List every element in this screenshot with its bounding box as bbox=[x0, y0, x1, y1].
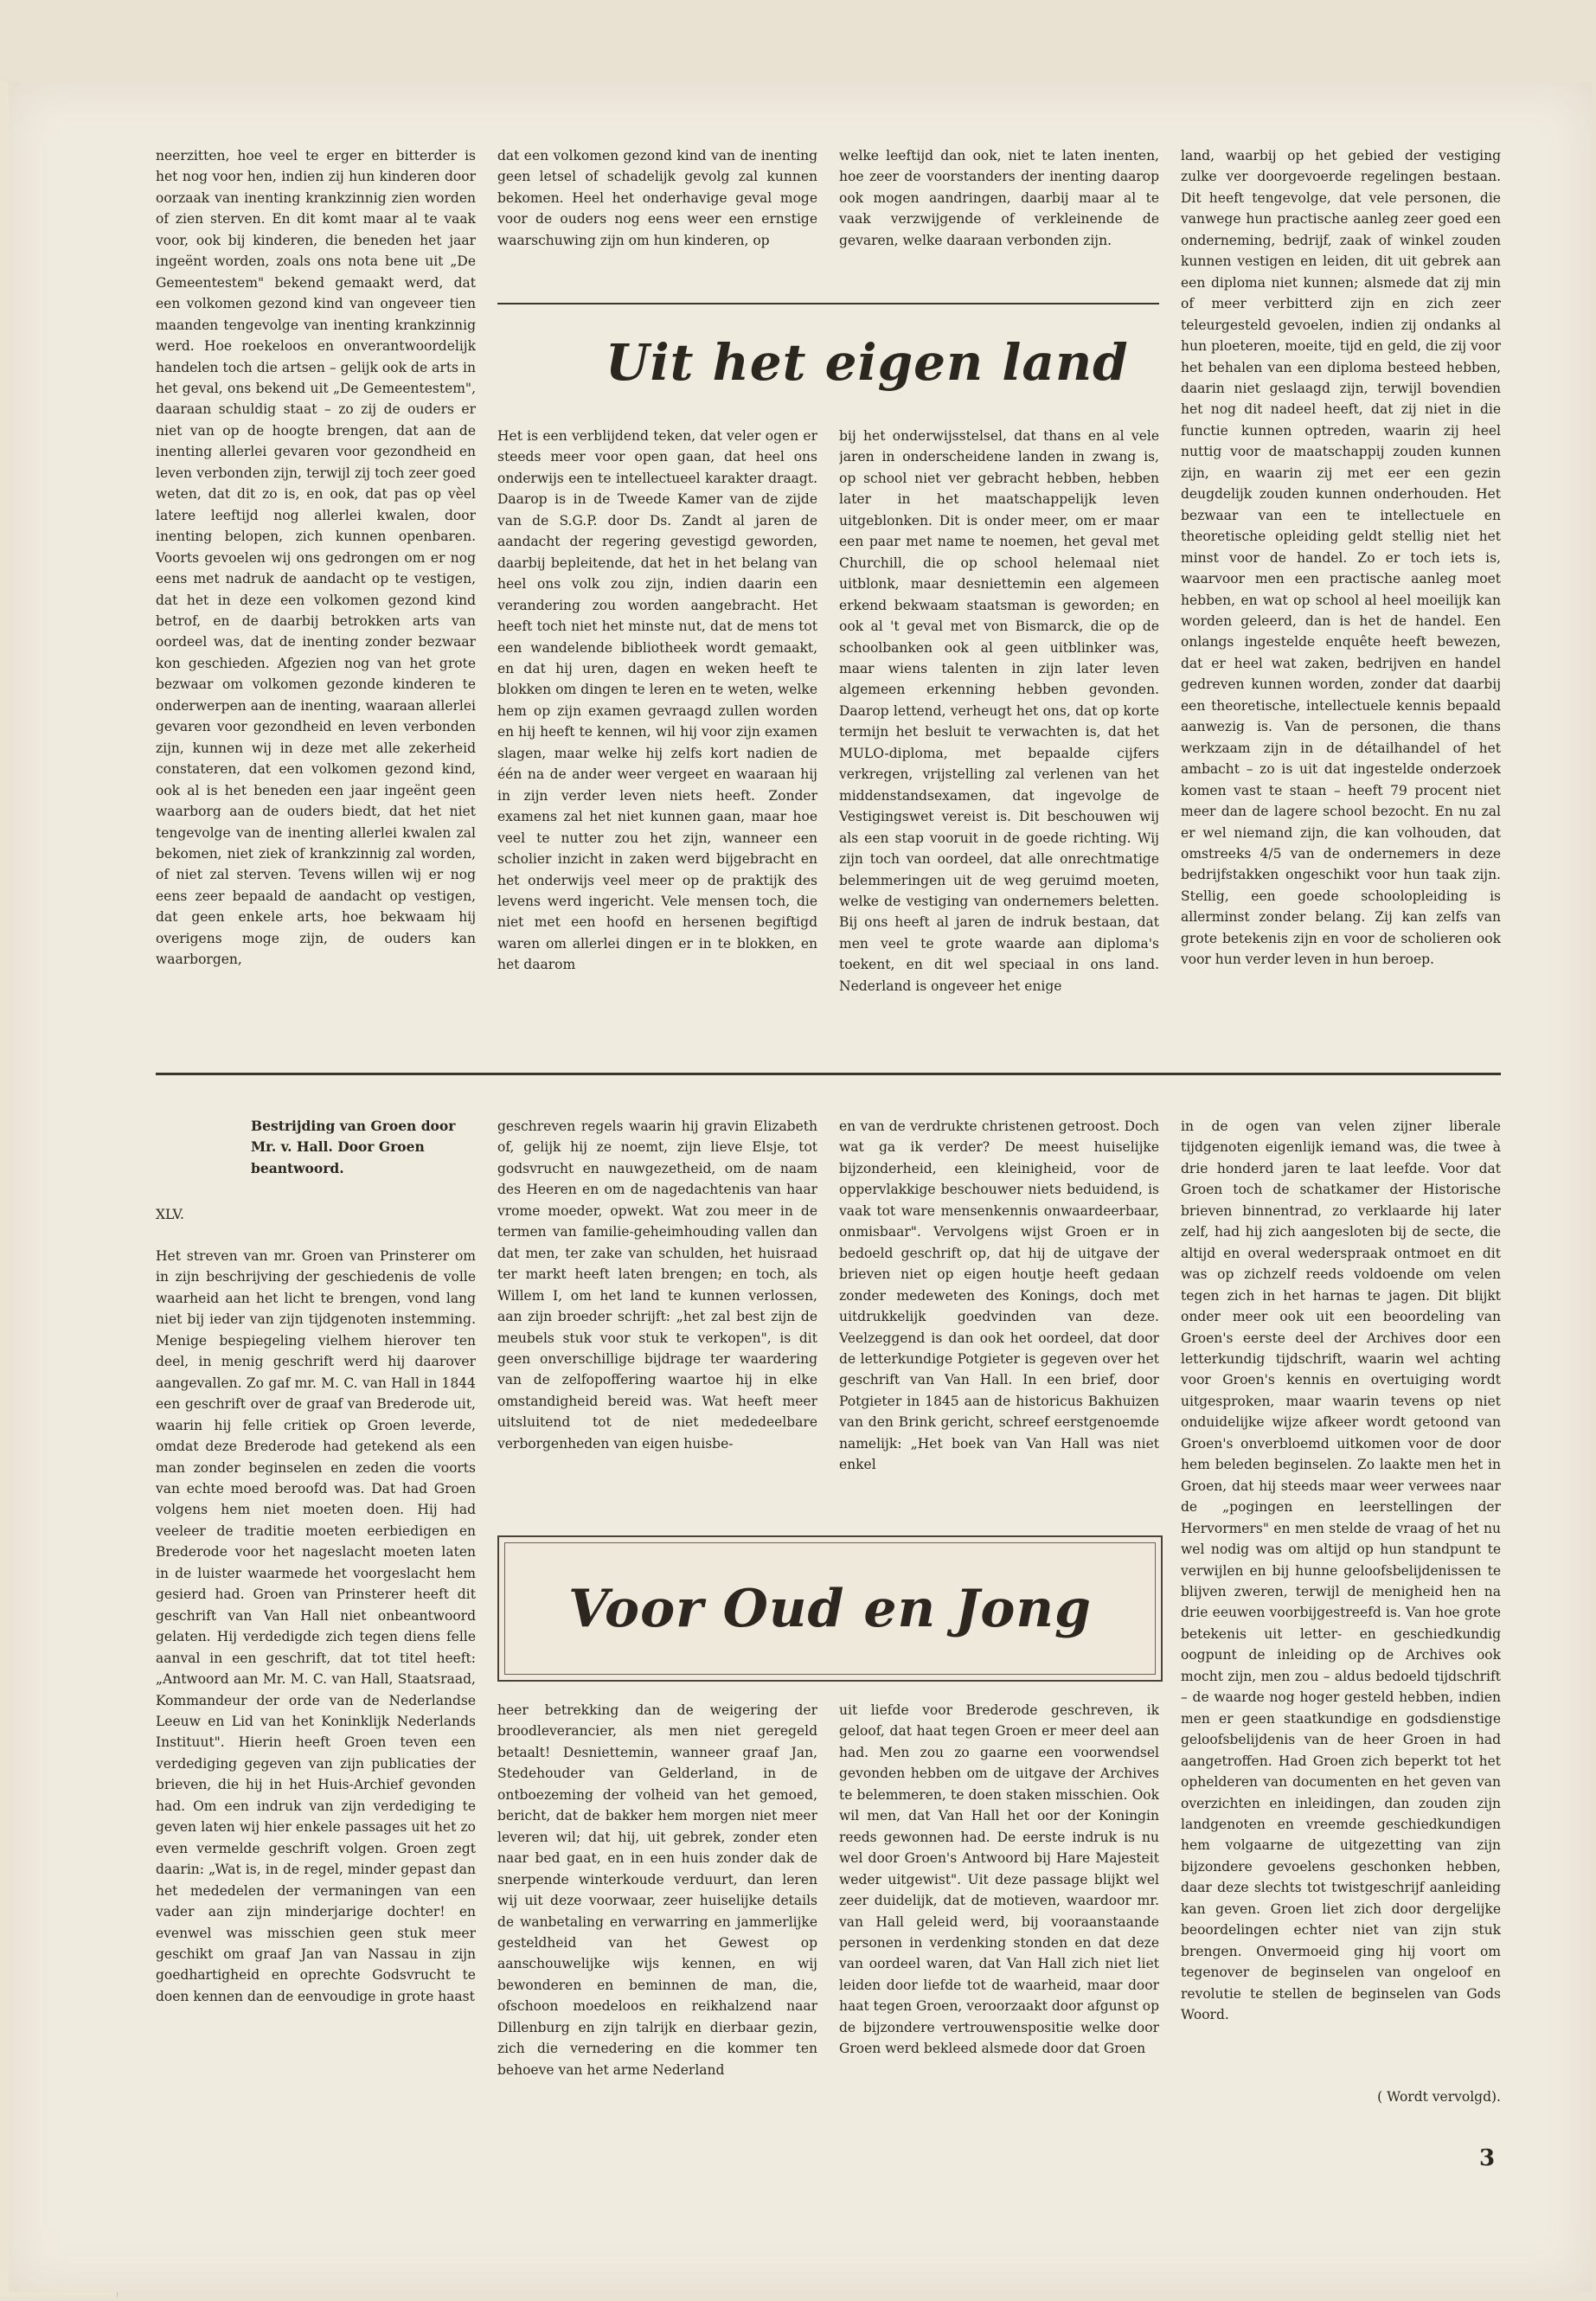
section-heading-voor-oud-en-jong: Voor Oud en Jong bbox=[568, 1578, 1092, 1639]
page-number: 3 bbox=[1479, 2145, 1496, 2171]
article-groen-col2-continued: heer betrekking dan de weigering der broodleverancier, als men niet geregeld betaalt! Desniettemin, wanneer graaf Jan, Stedehouder van Gelderland, in de ontboezeming der volheid van het gemoed, bericht, dat de bakker hem morgen niet meer leveren wil; dat hij, uit gebrek, zonder eten naar bed gaat, en in een huis zonder dak de snerpende winterkoude verduurt, dan leren wij uit deze voorwaar, zeer huiselijke details de wanbetaling en verwarring en jammerlijke gesteldheid van het Gewest op aanschouwelijke wijs kennen, en wij bewonderen en beminnen de man, die, ofschoon moedeloos en reikhalzend naar Dillenburg en zijn talrijk en dierbaar gezin, zich die vernedering en die kommer ten behoeve van het arme Nederland bbox=[497, 1702, 817, 2078]
article-inenting-col3: welke leeftijd dan ook, niet te laten inenten, hoe zeer de voorstanders der inenting daarop ook mogen aandringen, daarbij maar al te vaak verzwijgende of verkleinende de gevaren, welke daaraan verbonden zijn. bbox=[839, 148, 1159, 248]
article-groen-col3: en van de verdrukte christenen getroost. Doch wat ga ik verder? De meest huiselijke bijzonderheid, een kleinigheid, voor de oppervlakkige beschouwer niets beduidend, is vaak tot ware mensenkennis onwaardeerbaar, onmisbaar". Vervolgens wijst Groen er in bedoeld geschrift op, dat hij de uitgave der brieven niet op eigen houtje heeft gedaan zonder medeweten des Konings, doch met uitdrukkelijk goedvinden van deze. Veelzeggend is dan ook het oordeel, dat door de letterkundige Potgieter is gegeven over het geschrift van Van Hall. In een brief, door Potgieter in 1845 aan de historicus Bakhuizen van den Brink gericht, schreef eerstgenoemde namelijk: „Het boek van Van Hall was niet enkel bbox=[839, 1118, 1159, 1473]
article-vestiging-col4: land, waarbij op het gebied der vestiging zulke ver doorgevoerde regelingen bestaan. Dit heeft tengevolge, dat vele personen, die vanwege hun practische aanleg zeer goed een onderneming, bedrijf, zaak of winkel zouden kunnen vestigen en leiden, dit uit gebrek aan een diploma niet kunnen; alsmede dat zij min of meer verbitterd zijn en zich zeer teleurgesteld gevoelen, indien zij ondanks al hun ploeteren, moeite, tijd en geld, die zij voor het behalen van een diploma besteed hebben, daarin niet geslaagd zijn, terwijl bovendien het nog dit nadeel heeft, dat zij niet in die functie kunnen optreden, waarin zij heel nuttig voor de maatschappij zouden kunnen zijn, en waarin zij met eer een gezin deugdelijk zouden kunnen onderhouden. Het bezwaar van een te intellectuele en theoretische opleiding geldt stellig niet het minst voor de handel. Zo er toch iets is, waarvoor men een practische aanleg moet hebben, en wat op school al heel moeilijk kan worden geleerd, dan is het de handel. Een onlangs ingestelde enquête heeft bewezen, dat er heel wat zaken, bedrijven en handel gedreven kunnen worden, zonder dat daarbij een theoretische, intellectuele kennis bepaald aanwezig is. Van de personen, die thans werkzaam zijn in de détailhandel of het ambacht – zo is uit dat ingestelde onderzoek komen vast te staan – heeft 79 procent niet meer dan de lagere school bezocht. En nu zal er wel niemand zijn, die kan volhouden, dat omstreeks 4/5 van de ondernemers in deze bedrijfstakken ongeschikt voor hun taak zijn. Stellig, een goede schoolopleiding is allerminst zonder belang. Zij kan zelfs van grote betekenis zijn en voor de scholieren ook voor hun verder leven in hun beroep. bbox=[1181, 148, 1501, 968]
section-heading-box bbox=[497, 1535, 1163, 1682]
article-inenting-col2: dat een volkomen gezond kind van de inenting geen letsel of schadelijk gevolg zal kunnen bekomen. Heel het onderhavige geval moge voor de ouders nog eens weer een ernstige waarschuwing zijn om hun kinderen, op bbox=[497, 148, 817, 248]
article-groen-col3-continued: uit liefde voor Brederode geschreven, ik geloof, dat haat tegen Groen er meer deel aan had. Men zou zo gaarne een voorwendsel gevonden hebben om de uitgave der Archives te belemmeren, te doen staken misschien. Ook wil men, dat Van Hall het oor der Koningin reeds gewonnen had. De eerste indruk is nu wel door Groen's Antwoord bij Hare Majesteit weder uitgewist". Uit deze passage blijkt wel zeer duidelijk, dat de motieven, waardoor mr. van Hall geleid werd, bij vooraanstaande personen in verdenking stonden en dat deze van oordeel waren, dat Van Hall zich niet liet leiden door liefde tot de waarheid, maar door haat tegen Groen, veroorzaakt door afgunst op de bijzondere vertrouwenspositie welke door Groen werd bekleed alsmede door dat Groen bbox=[839, 1702, 1159, 2057]
article-groen-col2: geschreven regels waarin hij gravin Elizabeth of, gelijk hij ze noemt, zijn lieve Elsje, tot godsvrucht en nauwgezetheid, om de naam des Heeren en om de nagedachtenis van haar vrome moeder, opwekt. Wat zou meer in de termen van familie-geheimhouding vallen dan dat men, ter zake van schulden, het huisraad ter markt heeft laten brengen; en toch, als Willem I, om het land te kunnen verlossen, aan zijn broeder schrijft: „het zal best zijn de meubels stuk voor stuk te verkopen", is dit geen onverschillige bijdrage ter waardering van de zelfopoffering waartoe hij in elke omstandigheid bereid was. Wat heeft meer uitsluitend tot de niet mededeelbare verborgenheden van eigen huisbe- bbox=[497, 1118, 817, 1452]
article-groen-col4: in de ogen van velen zijner liberale tijdgenoten eigenlijk iemand was, die twee à drie honderd jaren te laat leefde. Voor dat Groen toch de schatkamer der Historische brieven binnentrad, zo verklaarde hij later zelf, had hij zich aangesloten bij de secte, die altijd en overal wederspraak ontmoet en dit was op zichzelf reeds voldoende om velen tegen zich in het harnas te jagen. Dit blijkt onder meer ook uit een beoordeling van Groen's eerste deel der Archives door een letterkundig tijdschrift, waarin wel achting voor Groen's kennis en overtuiging wordt uitgesproken, maar waarin tevens op niet onduidelijke wijze afkeer wordt getoond van Groen's onverbloemd uitkomen voor de door hem beleden beginselen. Zo laakte men het in Groen, dat hij steeds maar weer verwees naar de „pogingen en leerstellingen der Hervormers" en men stelde de vraag of het nu wel nodig was om altijd op hun standpunt te verwijlen en bij hunne geloofsbelijdenissen te blijven zweren, terwijl de menigheid hen na drie eeuwen voorbijgestreefd is. Van hoe grote betekenis uit letter- en geschiedkundig oogpunt de inleiding op de Archives ook mocht zijn, men zou – aldus bedoeld tijdschrift – de waarde nog hoger gesteld hebben, indien men er geen staatkundige en godsdienstige geloofsbelijdenis van de heer Groen in had aangetroffen. Had Groen zich beperkt tot het ophelderen van documenten en het geven van overzichten en inleidingen, dan zouden zijn landgenoten en vreemde geschiedkundigen hem volgaarne de uitgezetting van zijn bijzondere gevoelens geschonken hebben, daar deze slechts tot twistgeschrijf aanleiding kan geven. Groen liet zich door dergelijke beoordelingen echter niet van zijn stuk brengen. Onvermoeid ging hij voort om tegenover de beginselen van ongeloof en revolutie te stellen de beginselen van Gods Woord. bbox=[1181, 1118, 1501, 2023]
page-horizontal-rule bbox=[156, 1073, 1501, 1075]
article-eigen-land-col2: bij het onderwijsstelsel, dat thans en al vele jaren in onderscheidene landen in zwang is, op school niet ver gebracht hebben, hebben later in het maatschappelijk leven uitgeblonken. Dit is onder meer, om er maar een paar met name te noemen, het geval met Churchill, die op school helemaal niet uitblonk, maar desniettemin een algemeen erkend bekwaam staatsman is geworden; en ook al 't geval met von Bismarck, die op de schoolbanken ook al geen uitblinker was, maar wiens talenten in zijn later leven algemeen erkenning hebben gevonden. Daarop lettend, verheugt het ons, dat op korte termijn het besluit te verwachten is, dat het MULO-diploma, met bepaalde cijfers verkregen, vrijstelling zal verlenen van het middenstandsexamen, dat ingevolge de Vestigingswet vereist is. Dit beschouwen wij als een stap vooruit in de goede richting. Wij zijn toch van oordeel, dat alle onrechtmatige belemmeringen uit de weg geruimd moeten, welke de vestiging van ondernemers beletten. Bij ons heeft al jaren de indruk bestaan, dat men veel te grote waarde aan diploma's toekent, en dit wel speciaal in ons land. Nederland is ongeveer het enige bbox=[839, 428, 1159, 994]
article-eigen-land-col1: Het is een verblijdend teken, dat veler ogen er steeds meer voor open gaan, dat heel ons onderwijs een te intellectueel karakter draagt. Daarop is in de Tweede Kamer van de zijde van de S.G.P. door Ds. Zandt al jaren de aandacht der regering gevestigd geworden, daarbij bepleitende, dat het in het belang van heel ons volk zou zijn, indien daarin een verandering zou worden aangebracht. Het heeft toch niet het minste nut, dat de mens tot een wandelende bibliotheek wordt gemaakt, en dat hij uren, dagen en weken heeft te blokken om dingen te leren en te weten, welke hem op zijn examen gevraagd zullen worden en hij heeft te kennen, wil hij voor zijn examen slagen, maar welke hij zelfs kort nadien de één na de ander weer vergeet en waaraan hij in zijn verder leven niets heeft. Zonder examens zal het niet kunnen gaan, maar hoe veel te nutter zou het zijn, wanneer een scholier inzicht in zaken werd bijgebracht en het onderwijs veel meer op de praktijk des levens werd ingericht. Vele mensen toch, die niet met een hoofd en hersenen begiftigd waren om allerlei dingen er in te blokken, en het daarom bbox=[497, 428, 817, 973]
section-divider bbox=[497, 303, 1159, 304]
article-groen-title: Bestrijding van Groen door Mr. v. Hall. Door Groen beantwoord. bbox=[251, 1118, 456, 1176]
article-groen-col1: Het streven van mr. Groen van Prinsterer om in zijn beschrijving der geschiedenis de volle waarheid aan het licht te brengen, vond lang niet bij ieder van zijn tijdgenoten instemming. Menige bespiegeling vielhem hierover ten deel, in menig geschrift werd hij daarover aangevallen. Zo gaf mr. M. C. van Hall in 1844 een geschrift over de graaf van Brederode uit, waarin hij felle critiek op Groen leverde, omdat deze Brederode had getekend als een man zonder beginselen en zeden die voorts van echte moed beroofd was. Dat had Groen volgens hem niet moeten doen. Hij had veeleer de traditie moeten eerbiedigen en Brederode voor het nageslacht moeten laten in de luister waarmede het voorgeslacht hem gesierd had. Groen van Prinsterer heeft dit geschrift van Van Hall niet onbeantwoord gelaten. Hij verdedigde zich tegen diens felle aanval in een geschrift, dat tot titel heeft: „Antwoord aan Mr. M. C. van Hall, Staatsraad, Kommandeur der orde van de Nederlandse Leeuw en Lid van het Koninklijk Nederlands Instituut". Hierin heeft Groen teven een verdediging gegeven van zijn publicaties der brieven, die hij in het Huis-Archief gevonden had. Om een indruk van zijn verdediging te geven laten wij hier enkele passages uit het zo even vermelde geschrift volgen. Groen zegt daarin: „Wat is, in de regel, minder gepast dan het mededelen der vermaningen van een vader aan zijn minderjarige dochter! en evenwel was misschien geen stuk meer geschikt om graaf Jan van Nassau in zijn goedhartigheid en oprechte Godsvrucht te doen kennen dan de eenvoudige in grote haast bbox=[156, 1248, 476, 2004]
article-groen-number: XLV. bbox=[156, 1207, 184, 1222]
section-heading-uit-het-eigen-land: Uit het eigen land bbox=[606, 333, 1129, 392]
article-inenting-col1: neerzitten, hoe veel te erger en bitterder is het nog voor hen, indien zij hun kinderen door oorzaak van inenting krankzinnig zien worden of zien sterven. En dit komt maar al te vaak voor, ook bij kinderen, die beneden het jaar ingeënt worden, zoals ons nota bene uit „De Gemeentestem" bekend gemaakt werd, dat een volkomen gezond kind van ongeveer tien maanden tengevolge van inenting krankzinnig werd. Hoe roekeloos en onverantwoordelijk handelen toch die artsen – gelijk ook de arts in het geval, ons bekend uit „De Gemeentestem", daaraan schuldig staat – zo zij de ouders er niet van op de hoogte brengen, dat aan de inenting allerlei gevaren voor gezondheid en leven verbonden zijn, terwijl zij toch zeer goed weten, dat dit zo is, en ook, dat pas op vèel latere leeftijd nog allerlei kwalen, door inenting belopen, zich kunnen openbaren. Voorts gevoelen wij ons gedrongen om er nog eens met nadruk de aandacht op te vestigen, dat het in deze een volkomen gezond kind betrof, en de daarbij betrokken arts van oordeel was, dat de inenting zonder bezwaar kon geschieden. Afgezien nog van het grote bezwaar om volkomen gezonde kinderen te onderwerpen aan de inenting, waaraan allerlei gevaren voor gezondheid en leven verbonden zijn, kunnen wij in deze met alle zekerheid constateren, dat een volkomen gezond kind, ook al is het beneden een jaar ingeënt geen waarborg aan de ouders biedt, dat het niet tengevolge van de inenting allerlei kwalen zal bekomen, niet ziek of krankzinnig zal worden, of niet zal sterven. Tevens willen wij er nog eens zeer bepaald de aandacht op vestigen, dat geen enkele arts, hoe bekwaam hij overigens moge zijn, de ouders kan waarborgen, bbox=[156, 148, 476, 968]
article-groen-continued: ( Wordt vervolgd). bbox=[1377, 2089, 1501, 2105]
